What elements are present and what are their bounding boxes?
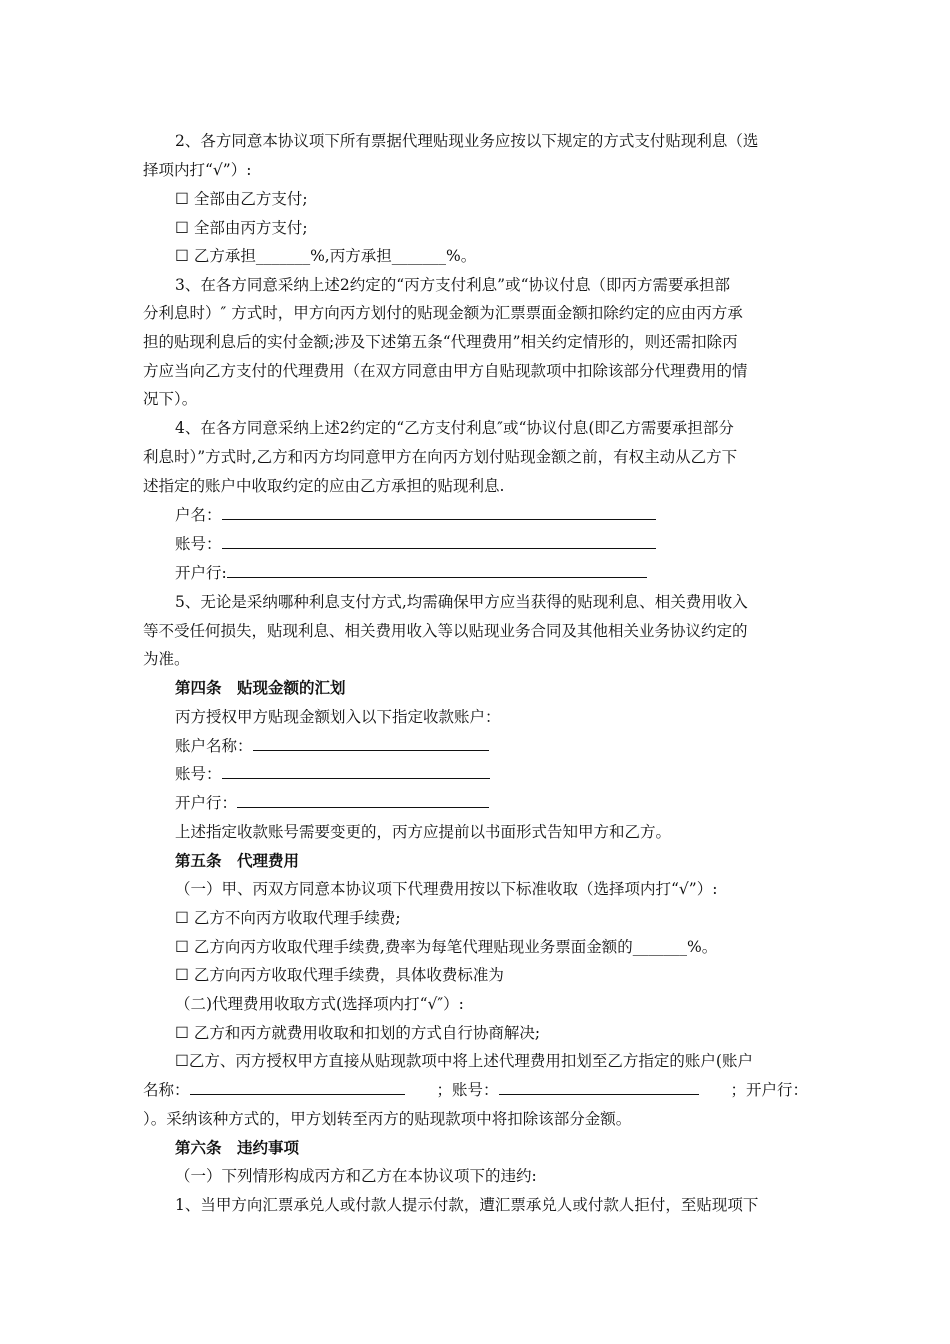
account-number-blank[interactable] [222,534,656,549]
checkbox-option-c-all[interactable]: ☐ 全部由丙方支付; [175,219,308,237]
deduct-note: ）。采纳该种方式的，甲方划转至丙方的贴现款项中将扣除该部分金额。 [143,1110,632,1128]
receiving-account-number-blank[interactable] [222,764,490,779]
article-4-heading: 第四条 贴现金额的汇划 [175,678,346,697]
paragraph-2-line-2: 择项内打“√”）: [143,161,252,179]
account-name-label: 户名： [175,506,222,524]
article-5-section-1: （一）甲、丙双方同意本协议项下代理费用按以下标准收取（选择项内打“√”）: [175,880,718,898]
deduct-account-name-blank[interactable] [190,1080,405,1095]
account-name-row [175,505,656,525]
account-number-label: 账号： [175,535,222,553]
checkbox-authorize-deduct[interactable]: ☐乙方、丙方授权甲方直接从贴现款项中将上述代理费用扣划至乙方指定的账户(账户 [175,1052,753,1070]
deduct-bank-label: ；开户行： [730,1081,808,1099]
deduct-account-number-label: ；账号： [436,1081,499,1099]
checkbox-option-split[interactable]: ☐ 乙方承担_______%,丙方承担_______%。 [175,247,477,265]
checkbox-fee-standard[interactable]: ☐ 乙方向丙方收取代理手续费，具体收费标准为 [175,966,504,984]
checkbox-no-fee[interactable]: ☐ 乙方不向丙方收取代理手续费; [175,909,401,927]
bank-blank[interactable] [227,563,647,578]
deduct-account-name-label: 名称： [143,1081,190,1099]
receiving-bank-label: 开户行： [175,794,238,812]
deduct-account-row [143,1080,808,1100]
receiving-account-name-row [175,736,489,756]
checkbox-option-b-all[interactable]: ☐ 全部由乙方支付; [175,190,308,208]
bank-label: 开户行: [175,564,227,582]
deduct-account-number-group [436,1080,698,1100]
deduct-account-number-blank[interactable] [499,1080,699,1095]
paragraph-3-line-2: 分利息时）″ 方式时，甲方向丙方划付的贴现金额为汇票票面金额扣除约定的应由丙方承 [143,304,743,322]
paragraph-4-line-2: 利息时）”方式时,乙方和丙方均同意甲方在向丙方划付贴现金额之前，有权主动从乙方下 [143,448,738,466]
receiving-account-number-label: 账号： [175,765,222,783]
receiving-account-name-label: 账户名称： [175,737,253,755]
checkbox-self-negotiate[interactable]: ☐ 乙方和丙方就费用收取和扣划的方式自行协商解决; [175,1024,541,1042]
paragraph-5-line-1: 5、无论是采纳哪种利息支付方式,均需确保甲方应当获得的贴现利息、相关费用收入 [175,593,748,611]
paragraph-3-line-1: 3、在各方同意采纳上述2约定的“丙方支付利息”或“协议付息（即丙方需要承担部 [175,276,730,294]
paragraph-3-line-5: 况下）。 [143,390,198,408]
article-4-change-note: 上述指定收款账号需要变更的，丙方应提前以书面形式告知甲方和乙方。 [175,823,672,841]
article-5-section-2: （二)代理费用收取方式(选择项内打“√″）: [175,995,464,1013]
paragraph-3-line-4: 方应当向乙方支付的代理费用（在双方同意由甲方自贴现款项中扣除该部分代理费用的情 [143,362,748,380]
paragraph-4-line-3: 述指定的账户中收取约定的应由乙方承担的贴现利息. [143,477,505,495]
receiving-bank-row [175,793,489,813]
paragraph-3-line-3: 担的贴现利息后的实付金额;涉及下述第五条“代理费用”相关约定情形的，则还需扣除丙 [143,333,738,351]
article-6-heading: 第六条 违约事项 [175,1138,300,1157]
paragraph-4-line-1: 4、在各方同意采纳上述2约定的“乙方支付利息″或“协议付息(即乙方需要承担部分 [175,419,734,437]
checkbox-fee-rate[interactable]: ☐ 乙方向丙方收取代理手续费,费率为每笔代理贴现业务票面金额的_______%。 [175,938,718,956]
article-6-section-1: （一）下列情形构成丙方和乙方在本协议项下的违约: [175,1167,537,1185]
receiving-account-name-blank[interactable] [253,736,489,751]
article-6-item-1: 1、当甲方向汇票承兑人或付款人提示付款，遭汇票承兑人或付款人拒付，至贴现项下 [175,1196,759,1214]
bank-row [175,563,647,583]
receiving-account-number-row [175,764,490,784]
paragraph-5-line-3: 为准。 [143,650,190,668]
paragraph-2-line-1: 2、各方同意本协议项下所有票据代理贴现业务应按以下规定的方式支付贴现利息（选 [175,132,759,150]
receiving-bank-blank[interactable] [237,793,489,808]
article-4-intro: 丙方授权甲方贴现金额划入以下指定收款账户： [175,708,501,726]
article-5-heading: 第五条 代理费用 [175,851,300,870]
deduct-account-name-group [143,1080,405,1100]
paragraph-5-line-2: 等不受任何损失，贴现利息、相关费用收入等以贴现业务合同及其他相关业务协议约定的 [143,622,748,640]
account-number-row [175,534,656,554]
account-name-blank[interactable] [222,505,656,520]
